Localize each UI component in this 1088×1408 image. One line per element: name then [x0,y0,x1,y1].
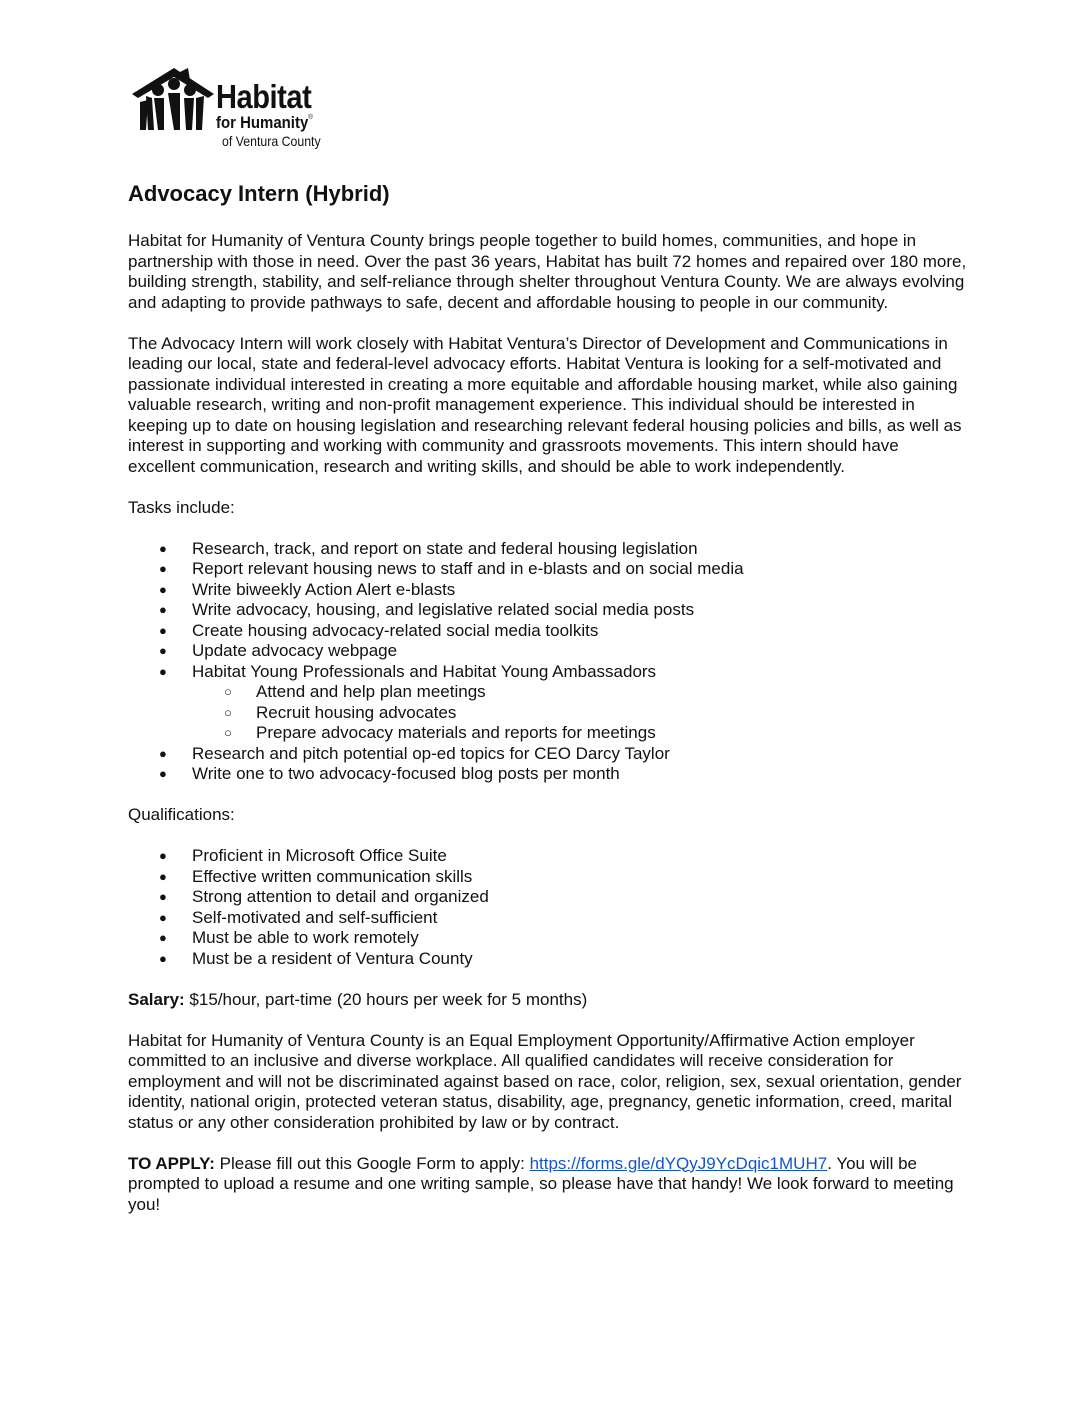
task-item [128,662,968,683]
logo-wordmark [216,80,334,148]
tasks-heading: Tasks include: [128,497,235,517]
task-text: Report relevant housing news to staff and in e-blasts and on social media [192,559,744,578]
task-text: Research and pitch potential op-ed topics for CEO Darcy Taylor [192,743,670,763]
subtasks-list [128,682,968,744]
hollow-bullet-icon: ○ [224,684,232,699]
role-paragraph: The Advocacy Intern will work closely with Habitat Ventura’s Director of Development and Communications in leading our local, state and federal-level advocacy efforts. Habitat Ventura is looking for a self-motivated and passionate individual interested in creating a more equitable and affordable housing market, while also gaining valuable research, writing and non-profit management experience. This individual should be interested in keeping up to date on housing legislation and researching relevant federal housing policies and bills, as well as interest in supporting and working with community and grassroots movements. This intern should have excellent communication, research and writing skills, and should be able to work independently. [128,333,962,476]
task-item [128,600,968,621]
bullet-icon: ● [159,868,167,884]
qualification-text: Self-motivated and self-sufficient [192,907,438,927]
tasks-list-continued [128,744,968,785]
subtask-text: Recruit housing advocates [256,702,457,722]
salary-label: Salary: [128,989,185,1009]
bullet-icon: ● [159,950,167,966]
qualification-text: Must be a resident of Ventura County [192,948,473,968]
task-item [128,764,968,785]
task-item [128,559,968,580]
qualification-text: Proficient in Microsoft Office Suite [192,846,447,865]
hollow-bullet-icon: ○ [224,704,232,720]
task-text: Write one to two advocacy-focused blog posts per month [192,764,620,783]
qualification-item [128,867,968,888]
bullet-icon: ● [159,581,167,597]
main-content [128,180,968,1236]
bullet-icon: ● [159,602,167,617]
bullet-icon: ● [159,643,167,658]
bullet-icon: ● [159,540,167,556]
subtask-text: Attend and help plan meetings [256,682,486,701]
qualification-item [128,928,968,949]
task-item [128,580,968,601]
habitat-logo [130,66,340,156]
logo-line-habitat: Habitat [216,78,312,115]
logo-line-for-humanity [216,114,320,131]
subtask-item [128,682,968,703]
subtask-text: Prepare advocacy materials and reports for meetings [256,723,656,742]
qualifications-list [128,846,968,969]
apply-text-before: Please fill out this Google Form to apply: [214,1153,530,1173]
task-text: Write advocacy, housing, and legislative related social media posts [192,600,695,619]
bullet-icon: ● [159,745,167,761]
qualification-text: Effective written communication skills [192,866,473,886]
task-item [128,621,968,642]
task-item [128,539,968,560]
bullet-icon: ● [159,766,167,781]
task-text: Habitat Young Professionals and Habitat Young Ambassadors [192,661,657,681]
task-text: Update advocacy webpage [192,641,398,660]
salary-line [128,990,968,1011]
intro-paragraph: Habitat for Humanity of Ventura County brings people together to build homes, communities, and hope in partnership with those in need. Over the past 36 years, Habitat has built 72 homes and repaired over 180 more, building strength, stability, and self-reliance through shelter throughout Ventura County. We are always evolving and adapting to provide pathways to safe, decent and affordable housing to people in our community. [128,231,967,312]
qualification-item [128,949,968,970]
apply-text-after: . You will be prompted to upload a resume and one writing sample, so please have that handy! We look forward to meeting you! [128,1153,954,1214]
page-title: Advocacy Intern (Hybrid) [128,181,390,206]
bullet-icon: ● [159,663,167,679]
apply-label: TO APPLY: [128,1153,215,1173]
task-item [128,744,968,765]
logo-line-ventura: of Ventura County [222,133,321,149]
task-item [128,641,968,662]
task-text: Write biweekly Action Alert e-blasts [192,579,456,599]
subtask-item [128,703,968,724]
bullet-icon: ● [159,622,167,638]
tasks-list [128,539,968,683]
bullet-icon: ● [159,889,167,904]
habitat-house-people-icon [130,66,214,132]
bullet-icon: ● [159,909,167,925]
qualification-item [128,887,968,908]
qualification-text: Must be able to work remotely [192,928,419,947]
logo-line2-text: for Humanity [216,113,309,132]
qualification-text: Strong attention to detail and organized [192,887,489,906]
bullet-icon: ● [159,561,167,576]
subtask-item [128,723,968,744]
registered-mark: ® [308,114,313,121]
eeo-paragraph: Habitat for Humanity of Ventura County is an Equal Employment Opportunity/Affirmative Action employer committed to an inclusive and diverse workplace. All qualified candidates will receive consideration for employment and will not be discriminated against based on race, color, religion, sex, sexual orientation, gender identity, national origin, protected veteran status, disability, age, pregnancy, genetic information, creed, marital status or any other consideration prohibited by law or by contract. [128,1030,962,1132]
apply-paragraph [128,1154,968,1216]
task-text: Research, track, and report on state and federal housing legislation [192,538,698,558]
task-text: Create housing advocacy-related social media toolkits [192,620,599,640]
qualification-item [128,846,968,867]
bullet-icon: ● [159,930,167,945]
bullet-icon: ● [159,848,167,863]
qualifications-heading: Qualifications: [128,805,235,824]
salary-text: $15/hour, part-time (20 hours per week for 5 months) [184,989,588,1009]
hollow-bullet-icon: ○ [224,725,232,740]
qualification-item [128,908,968,929]
google-form-link[interactable]: https://forms.gle/dYQyJ9YcDqic1MUH7 [529,1153,828,1173]
